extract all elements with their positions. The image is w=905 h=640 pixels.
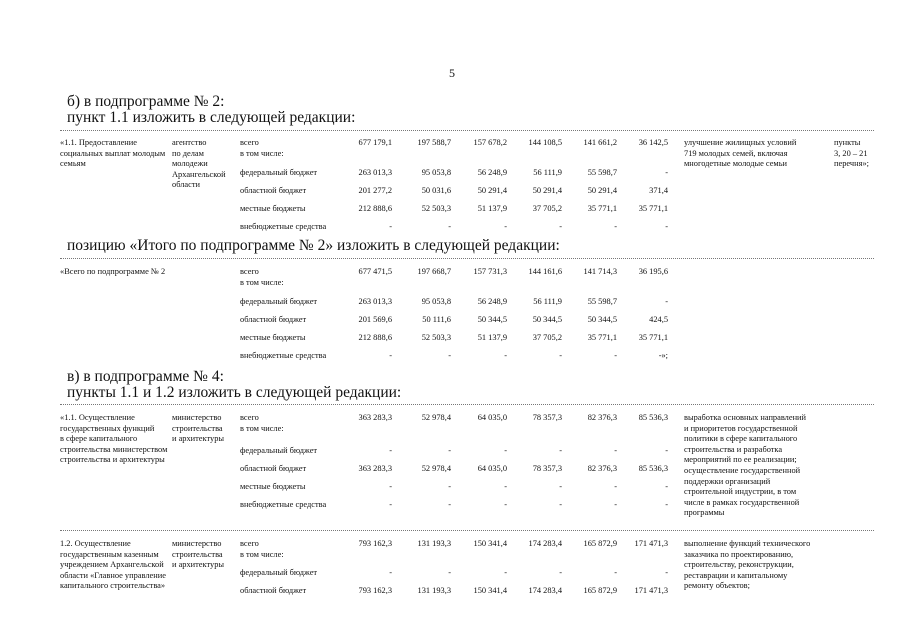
funding-source: в том числе: <box>240 148 284 158</box>
budget-value-cell: 677 471,5 <box>358 267 392 276</box>
budget-value-cell: 78 357,3 <box>532 464 562 473</box>
budget-value-cell: 793 162,3 <box>358 539 392 548</box>
executor-line: по делам <box>172 148 204 158</box>
section-b-heading-line1: б) в подпрограмме № 2: <box>67 93 225 110</box>
budget-value-cell: 51 137,9 <box>477 204 507 213</box>
budget-value-cell: - <box>504 482 507 491</box>
budget-value-cell: - <box>389 482 392 491</box>
budget-value-cell: 56 248,9 <box>477 168 507 177</box>
budget-value-cell: - <box>389 222 392 231</box>
links-line: перечня»; <box>834 159 869 169</box>
budget-value-cell: 35 771,1 <box>587 204 617 213</box>
budget-value-cell: - <box>665 482 668 491</box>
item-title-line: социальных выплат молодым <box>60 148 166 158</box>
budget-value-cell: - <box>389 568 392 577</box>
budget-value-cell: 82 376,3 <box>587 413 617 422</box>
budget-value-cell: 793 162,3 <box>358 586 392 595</box>
budget-value-cell: 95 053,8 <box>421 297 451 306</box>
budget-value-cell: 56 248,9 <box>477 297 507 306</box>
item-title-line: семьям <box>60 159 86 169</box>
budget-value-cell: 144 161,6 <box>528 267 562 276</box>
budget-value-cell: - <box>448 351 451 360</box>
result-line: 719 молодых семей, включая <box>684 148 788 158</box>
budget-value-cell: 197 668,7 <box>417 267 451 276</box>
budget-value-cell: - <box>559 222 562 231</box>
funding-source: местные бюджеты <box>240 482 306 491</box>
executor-line: и архитектуры <box>172 434 225 444</box>
budget-value-cell: - <box>504 500 507 509</box>
budget-value-cell: 131 193,3 <box>417 586 451 595</box>
budget-value-cell: - <box>614 568 617 577</box>
section-b-heading-line2: пункт 1.1 изложить в следующей редакции: <box>67 109 356 126</box>
budget-value-cell: 82 376,3 <box>587 464 617 473</box>
budget-value-cell: - <box>389 500 392 509</box>
table-divider <box>60 130 874 131</box>
executor-line: области <box>172 180 200 190</box>
budget-value-cell: 263 013,3 <box>358 297 392 306</box>
budget-value-cell: 50 291,4 <box>532 186 562 195</box>
budget-value-cell: - <box>389 351 392 360</box>
budget-value-cell: 56 111,9 <box>533 168 562 177</box>
budget-value-cell: 51 137,9 <box>477 333 507 342</box>
budget-value-cell: 56 111,9 <box>533 297 562 306</box>
budget-value-cell: 35 771,1 <box>587 333 617 342</box>
result-line: строительной индустрии, в том <box>684 487 797 497</box>
budget-value-cell: - <box>665 568 668 577</box>
budget-value-cell: 52 503,3 <box>421 333 451 342</box>
budget-value-cell: 37 705,2 <box>532 204 562 213</box>
item-title-line: «1.1. Предоставление <box>60 138 137 147</box>
result-line: выполнение функций технического <box>684 539 811 548</box>
executor-line: молодежи <box>172 159 208 169</box>
funding-source: всего <box>240 413 259 422</box>
executor-line: строительства <box>172 423 223 433</box>
funding-source: местные бюджеты <box>240 333 306 342</box>
budget-value-cell: - <box>665 297 668 306</box>
funding-source: федеральный бюджет <box>240 297 318 306</box>
budget-value-cell: - <box>504 222 507 231</box>
item-title-line: области «Главное управление <box>60 570 166 580</box>
item-title-line: государственным казенным <box>60 549 159 559</box>
budget-value-cell: - <box>614 222 617 231</box>
funding-source: всего <box>240 138 259 147</box>
budget-value-cell: 85 536,3 <box>638 413 668 422</box>
budget-value-cell: 677 179,1 <box>358 138 392 147</box>
budget-value-cell: - <box>504 446 507 455</box>
result-line: осуществление государственной <box>684 466 801 475</box>
budget-value-cell: 171 471,3 <box>634 586 668 595</box>
budget-value-cell: 201 277,2 <box>358 186 392 195</box>
budget-value-cell: - <box>448 446 451 455</box>
item-title-line: «1.1. Осуществление <box>60 413 135 422</box>
funding-source: областной бюджет <box>240 586 307 595</box>
budget-value-cell: - <box>665 446 668 455</box>
budget-value-cell: 35 771,1 <box>638 333 668 342</box>
budget-value-cell: - <box>504 351 507 360</box>
funding-source: областной бюджет <box>240 464 307 473</box>
item-title-line: учреждением Архангельской <box>60 560 164 570</box>
budget-value-cell: 157 678,2 <box>473 138 507 147</box>
funding-source: всего <box>240 539 259 548</box>
budget-value-cell: 144 108,5 <box>528 138 562 147</box>
budget-value-cell: 424,5 <box>649 315 668 324</box>
budget-value-cell: 50 111,6 <box>422 315 451 324</box>
table-divider <box>60 258 874 259</box>
item-title-line: государственных функций <box>60 423 155 433</box>
budget-value-cell: 131 193,3 <box>417 539 451 548</box>
budget-value-cell: 78 357,3 <box>532 413 562 422</box>
budget-value-cell: 52 503,3 <box>421 204 451 213</box>
budget-value-cell: 55 598,7 <box>587 297 617 306</box>
result-line: поддержки организаций <box>684 476 771 486</box>
budget-value-cell: 174 283,4 <box>528 586 562 595</box>
links-line: 3, 20 – 21 <box>834 148 868 158</box>
funding-source: внебюджетные средства <box>240 351 327 360</box>
funding-source: внебюджетные средства <box>240 500 327 509</box>
table-divider <box>60 404 874 405</box>
funding-source: всего <box>240 267 259 276</box>
budget-value-cell: 165 872,9 <box>583 539 617 548</box>
budget-value-cell: 150 341,4 <box>473 586 507 595</box>
budget-value-cell: - <box>504 568 507 577</box>
budget-value-cell: 64 035,0 <box>477 464 507 473</box>
result-line: и приоритетов государственной <box>684 423 798 433</box>
budget-value-cell: 35 771,1 <box>638 204 668 213</box>
budget-value-cell: 201 569,6 <box>358 315 392 324</box>
budget-value-cell: 50 344,5 <box>587 315 617 324</box>
budget-value-cell: 50 031,6 <box>421 186 451 195</box>
section-v-heading-line2: пункты 1.1 и 1.2 изложить в следующей редакции: <box>67 384 402 401</box>
funding-source: местные бюджеты <box>240 204 306 213</box>
budget-value-cell: 95 053,8 <box>421 168 451 177</box>
page-number: 5 <box>449 66 455 80</box>
budget-value-cell: 157 731,3 <box>473 267 507 276</box>
budget-value-cell: 64 035,0 <box>477 413 507 422</box>
item-title-line: в сфере капитального <box>60 434 138 444</box>
result-line: числе в рамках государственной <box>684 497 800 507</box>
budget-value-cell: 197 588,7 <box>417 138 451 147</box>
budget-value-cell: 371,4 <box>649 186 668 195</box>
budget-value-cell: 50 344,5 <box>477 315 507 324</box>
result-line: мероприятий по ее реализации; <box>684 455 797 465</box>
result-line: реставрации и капитальному <box>684 570 788 580</box>
budget-value-cell: - <box>448 482 451 491</box>
table-divider <box>60 530 874 531</box>
budget-value-cell: 36 142,5 <box>638 138 668 147</box>
budget-value-cell: - <box>614 482 617 491</box>
budget-value-cell: 50 344,5 <box>532 315 562 324</box>
budget-value-cell: - <box>389 446 392 455</box>
budget-value-cell: - <box>448 568 451 577</box>
budget-value-cell: 141 661,2 <box>583 138 617 147</box>
result-line: политики в сфере капитального <box>684 434 798 444</box>
budget-value-cell: 171 471,3 <box>634 539 668 548</box>
budget-value-cell: 52 978,4 <box>421 413 451 422</box>
budget-value-cell: 50 291,4 <box>477 186 507 195</box>
budget-value-cell: - <box>559 446 562 455</box>
item-title-line: строительства и архитектуры <box>60 455 165 465</box>
executor-line: министерство <box>172 413 222 422</box>
result-line: многодетные молодые семьи <box>684 159 788 169</box>
budget-value-cell: 85 536,3 <box>638 464 668 473</box>
funding-source: федеральный бюджет <box>240 446 318 455</box>
item-title-line: капитального строительства» <box>60 581 166 591</box>
budget-value-cell: 363 283,3 <box>358 413 392 422</box>
budget-value-cell: - <box>614 351 617 360</box>
executor-line: строительства <box>172 549 223 559</box>
executor-line: Архангельской <box>172 169 226 179</box>
funding-source: в том числе: <box>240 277 284 287</box>
budget-value-cell: 150 341,4 <box>473 539 507 548</box>
result-line: ремонту объектов; <box>684 581 750 591</box>
budget-value-cell: 36 195,6 <box>638 267 668 276</box>
result-line: заказчика по проектированию, <box>684 549 794 559</box>
budget-value-cell: 165 872,9 <box>583 586 617 595</box>
budget-value-cell: 174 283,4 <box>528 539 562 548</box>
budget-value-cell: - <box>665 168 668 177</box>
budget-value-cell: 141 714,3 <box>583 267 617 276</box>
funding-source: областной бюджет <box>240 315 307 324</box>
budget-value-cell: 50 291,4 <box>587 186 617 195</box>
budget-value-cell: - <box>448 500 451 509</box>
budget-value-cell: - <box>614 446 617 455</box>
budget-value-cell: - <box>614 500 617 509</box>
section-total-heading: позицию «Итого по подпрограмме № 2» изложить в следующей редакции: <box>67 237 560 254</box>
funding-source: в том числе: <box>240 549 284 559</box>
result-line: улучшение жилищных условий <box>684 138 797 147</box>
budget-value-cell: 212 888,6 <box>358 333 392 342</box>
budget-value-cell: - <box>559 351 562 360</box>
funding-source: федеральный бюджет <box>240 568 318 577</box>
budget-value-cell: - <box>665 222 668 231</box>
budget-value-cell: - <box>665 500 668 509</box>
funding-source: областной бюджет <box>240 186 307 195</box>
item-title: «Всего по подпрограмме № 2 <box>60 267 166 276</box>
funding-source: в том числе: <box>240 423 284 433</box>
section-v-heading-line1: в) в подпрограмме № 4: <box>67 368 224 385</box>
result-line: программы <box>684 508 725 518</box>
executor-line: агентство <box>172 138 207 147</box>
funding-source: федеральный бюджет <box>240 168 318 177</box>
result-line: выработка основных направлений <box>684 413 807 422</box>
result-line: строительству, реконструкции, <box>684 560 794 570</box>
budget-value-cell: 52 978,4 <box>421 464 451 473</box>
budget-value-cell: - <box>448 222 451 231</box>
budget-value-cell: - <box>559 568 562 577</box>
budget-value-cell: 212 888,6 <box>358 204 392 213</box>
budget-value-cell: -»; <box>658 351 668 360</box>
budget-value-cell: 363 283,3 <box>358 464 392 473</box>
item-title-line: строительства министерством <box>60 444 168 454</box>
item-title-line: 1.2. Осуществление <box>60 539 131 548</box>
result-line: строительства и разработка <box>684 444 783 454</box>
executor-line: министерство <box>172 539 222 548</box>
budget-value-cell: - <box>559 482 562 491</box>
executor-line: и архитектуры <box>172 560 225 570</box>
budget-value-cell: 55 598,7 <box>587 168 617 177</box>
funding-source: внебюджетные средства <box>240 222 327 231</box>
budget-value-cell: 263 013,3 <box>358 168 392 177</box>
budget-value-cell: - <box>559 500 562 509</box>
budget-value-cell: 37 705,2 <box>532 333 562 342</box>
links-line: пункты <box>834 138 861 147</box>
